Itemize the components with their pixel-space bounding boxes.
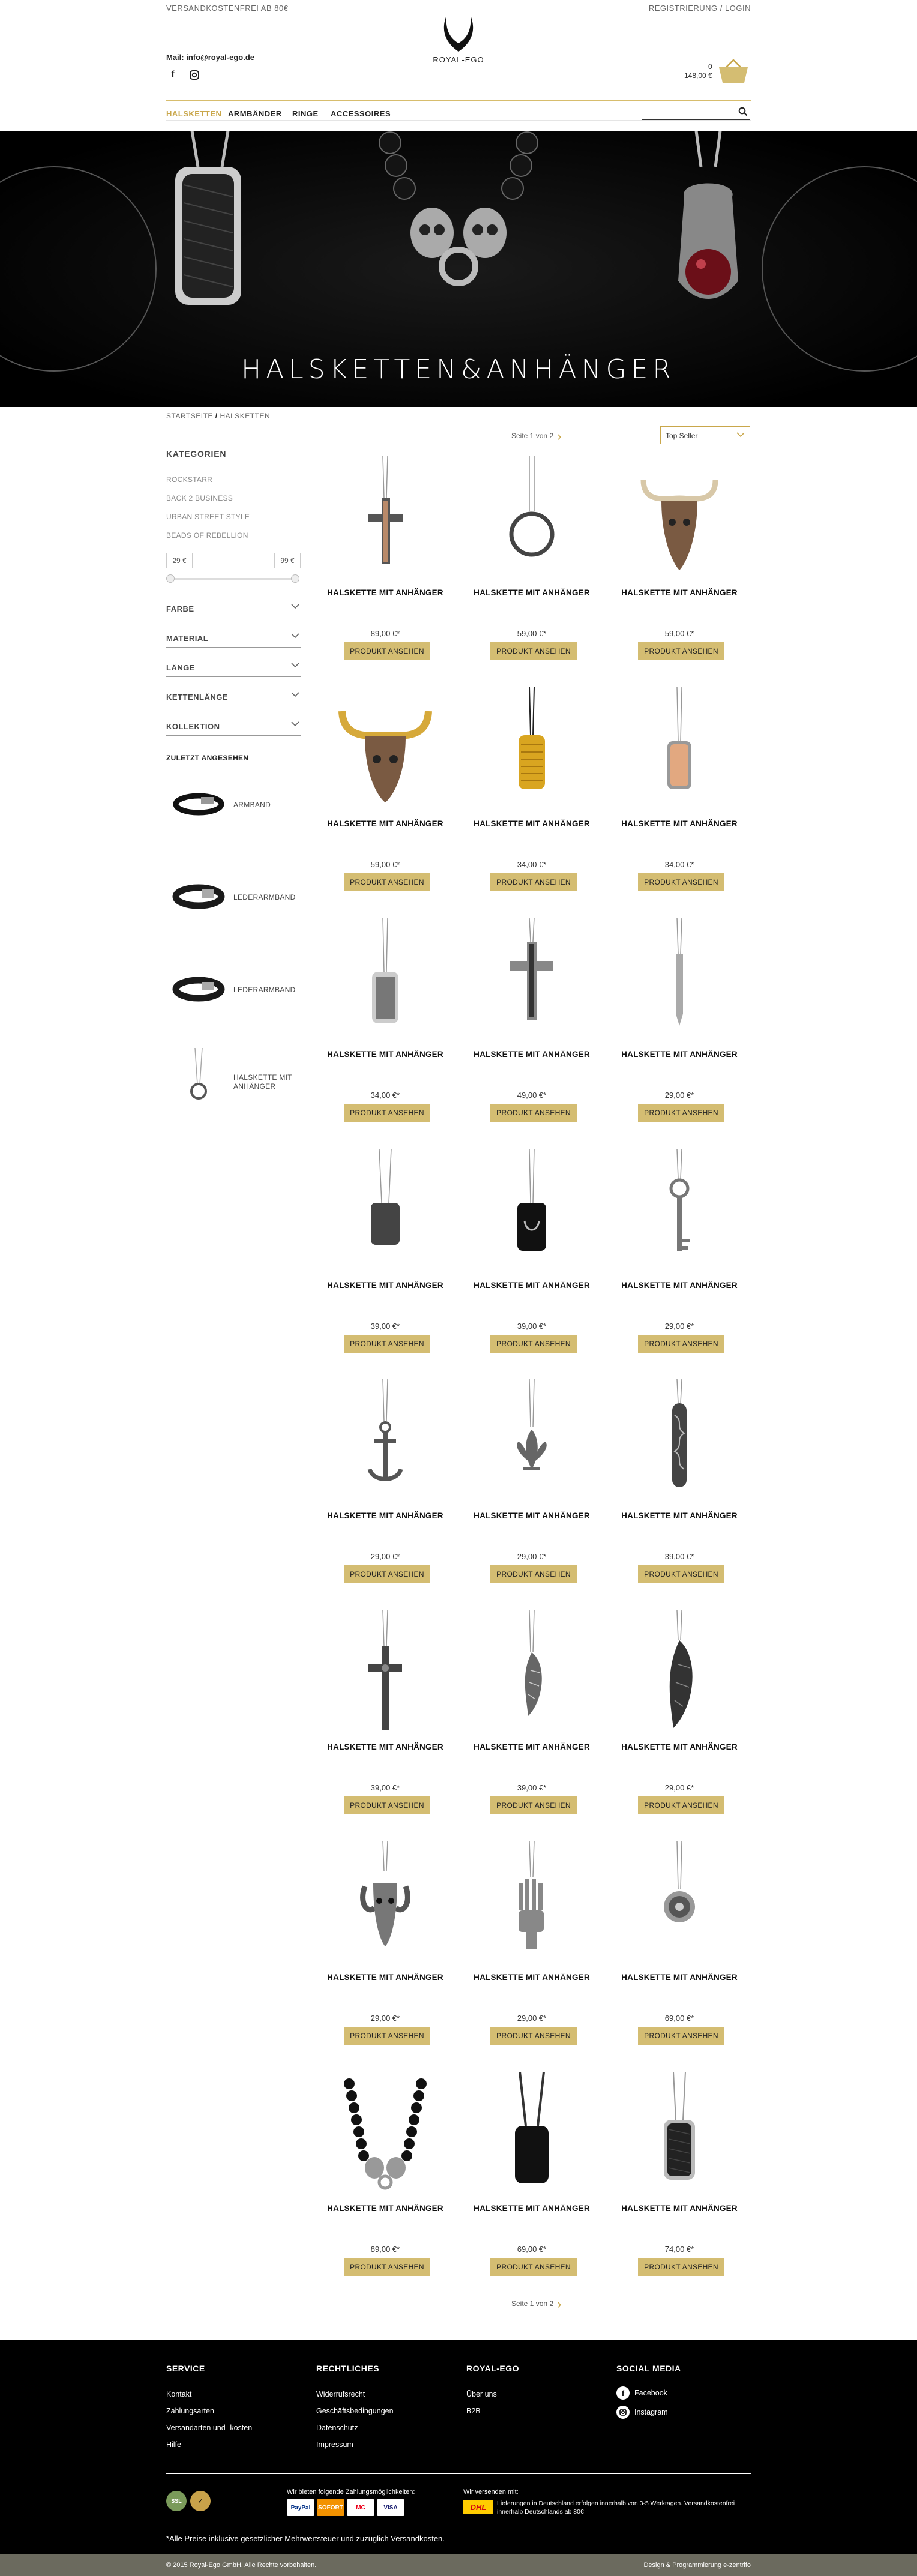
category-back-2-business[interactable]: BACK 2 BUSINESS — [166, 494, 233, 502]
product-name[interactable]: HALSKETTE MIT ANHÄNGER — [621, 1280, 738, 1290]
skeleton-hand-icon[interactable] — [472, 1841, 592, 1961]
product-card[interactable] — [613, 687, 745, 918]
footer-link-zahlungsarten[interactable]: Zahlungsarten — [166, 2407, 214, 2415]
filter-material[interactable] — [166, 618, 301, 648]
register-link[interactable]: REGISTRIERUNG — [648, 4, 718, 13]
product-name[interactable]: HALSKETTE MIT ANHÄNGER — [621, 1973, 738, 1982]
product-name[interactable]: HALSKETTE MIT ANHÄNGER — [621, 1511, 738, 1520]
silver-dogtag-icon[interactable] — [325, 918, 445, 1038]
pager-text: Seite 1 von 2 — [511, 432, 554, 441]
recent-item[interactable] — [166, 1048, 301, 1114]
instagram-icon — [616, 2406, 630, 2419]
rose-dogtag-icon[interactable] — [619, 687, 739, 807]
product-card[interactable] — [466, 918, 598, 1148]
recent-item[interactable] — [166, 774, 301, 840]
product-price: 69,00 €* — [664, 2014, 694, 2023]
product-price: 59,00 €* — [517, 629, 547, 638]
chevron-down-icon — [291, 721, 299, 727]
account-separator: / — [720, 4, 723, 13]
visa-icon: VISA — [377, 2499, 404, 2516]
ring-pendant-icon[interactable] — [472, 456, 592, 576]
hero-title: HALSKETTEN&ANHÄNGER — [241, 354, 676, 385]
price-max-input[interactable]: 99 € — [274, 553, 301, 568]
product-name[interactable]: HALSKETTE MIT ANHÄNGER — [327, 1280, 443, 1290]
product-name[interactable]: HALSKETTE MIT ANHÄNGER — [621, 588, 738, 597]
product-price: 29,00 €* — [517, 1552, 547, 1561]
fleur-de-lis-icon[interactable] — [472, 1379, 592, 1499]
footer-service-title: SERVICE — [166, 2364, 205, 2373]
sort-select[interactable] — [660, 426, 750, 444]
product-name[interactable]: HALSKETTE MIT ANHÄNGER — [327, 588, 443, 597]
product-price: 34,00 €* — [517, 859, 547, 869]
footer-link-ueber-uns[interactable]: Über uns — [466, 2390, 497, 2398]
filter-laenge[interactable] — [166, 648, 301, 677]
product-card[interactable] — [319, 918, 451, 1148]
ssl-badge-icon: SSL — [166, 2491, 187, 2511]
black-dogtag-icon[interactable] — [472, 1149, 592, 1269]
footer-link-hilfe[interactable]: Hilfe — [166, 2440, 182, 2449]
footer-link-versandarten[interactable]: Versandarten und -kosten — [166, 2424, 253, 2432]
product-name[interactable]: HALSKETTE MIT ANHÄNGER — [327, 1050, 443, 1059]
footer-instagram[interactable] — [616, 2406, 681, 2419]
anchor-pendant-icon[interactable] — [325, 1379, 445, 1499]
facebook-icon: f — [616, 2386, 630, 2400]
cart-summary[interactable] — [684, 62, 712, 80]
chevron-right-icon[interactable]: › — [557, 2296, 562, 2311]
payment-methods — [287, 2499, 404, 2516]
product-price: 34,00 €* — [370, 1091, 400, 1100]
view-product-button[interactable]: PRODUKT ANSEHEN — [344, 1104, 430, 1122]
product-card[interactable] — [466, 456, 598, 687]
product-card[interactable] — [319, 1610, 451, 1841]
recent-item[interactable] — [166, 867, 301, 933]
leather-bracelet-thumbnail-icon — [169, 867, 229, 927]
header-social — [166, 68, 201, 82]
paypal-icon: PayPal — [287, 2499, 314, 2516]
recent-item[interactable] — [166, 959, 301, 1025]
view-product-button[interactable]: PRODUKT ANSEHEN — [490, 642, 577, 660]
chevron-down-icon — [291, 633, 299, 639]
product-name[interactable]: HALSKETTE MIT ANHÄNGER — [474, 1511, 590, 1520]
product-price: 89,00 €* — [370, 629, 400, 638]
product-card[interactable] — [613, 2072, 745, 2302]
credit-prefix: Design & Programmierung — [643, 2562, 722, 2569]
instagram-label: Instagram — [634, 2408, 668, 2416]
logo-text: ROYAL-EGO — [433, 55, 484, 64]
leather-tag-icon[interactable] — [619, 2072, 739, 2192]
ram-skull-icon[interactable] — [325, 1841, 445, 1961]
pager-top[interactable] — [511, 429, 561, 444]
logo[interactable] — [428, 14, 489, 64]
product-price: 89,00 €* — [370, 2244, 400, 2254]
sort-selected: Top Seller — [666, 432, 698, 440]
cross-pendant-icon[interactable] — [325, 456, 445, 576]
price-filter — [166, 553, 301, 589]
mastercard-icon: MC — [347, 2499, 374, 2516]
chevron-right-icon[interactable]: › — [557, 429, 562, 444]
dark-dogtag-icon[interactable] — [325, 1149, 445, 1269]
product-name[interactable]: HALSKETTE MIT ANHÄNGER — [474, 1742, 590, 1751]
product-price: 29,00 €* — [370, 2014, 400, 2023]
product-price: 49,00 €* — [517, 1091, 547, 1100]
sofort-icon: SOFORT — [317, 2499, 344, 2516]
product-price: 29,00 €* — [664, 1783, 694, 1792]
product-card[interactable] — [613, 918, 745, 1148]
product-name[interactable]: HALSKETTE MIT ANHÄNGER — [327, 1742, 443, 1751]
footer — [0, 2340, 917, 2554]
view-product-button[interactable]: PRODUKT ANSEHEN — [638, 2258, 724, 2276]
product-card[interactable] — [466, 2072, 598, 2302]
view-product-button[interactable]: PRODUKT ANSEHEN — [638, 1335, 724, 1353]
header-rule — [166, 100, 751, 101]
view-product-button[interactable]: PRODUKT ANSEHEN — [344, 1565, 430, 1583]
recent-item-label: ARMBAND — [233, 801, 271, 809]
product-price: 39,00 €* — [517, 1783, 547, 1792]
footer-service — [166, 2364, 252, 2449]
product-name[interactable]: HALSKETTE MIT ANHÄNGER — [474, 588, 590, 597]
footer-link-datenschutz[interactable]: Datenschutz — [316, 2424, 358, 2432]
footer-link-impressum[interactable]: Impressum — [316, 2440, 353, 2449]
view-product-button[interactable]: PRODUKT ANSEHEN — [638, 2027, 724, 2045]
footer-ego-title: ROYAL-EGO — [466, 2364, 519, 2373]
filter-kettenlaenge[interactable] — [166, 677, 301, 706]
view-product-button[interactable]: PRODUKT ANSEHEN — [490, 1565, 577, 1583]
nav-halsketten[interactable]: HALSKETTEN — [166, 109, 222, 118]
product-name[interactable]: HALSKETTE MIT ANHÄNGER — [474, 2203, 590, 2213]
category-rockstarr[interactable]: ROCKSTARR — [166, 475, 213, 484]
view-product-button[interactable]: PRODUKT ANSEHEN — [490, 2027, 577, 2045]
wing-pendant-icon[interactable] — [472, 1610, 592, 1730]
nav-ringe[interactable]: RINGE — [292, 109, 319, 118]
nav-armbaender[interactable]: ARMBÄNDER — [228, 109, 282, 118]
product-card[interactable] — [613, 456, 745, 687]
top-bar — [166, 0, 751, 13]
search-input[interactable] — [642, 103, 750, 120]
product-card[interactable] — [466, 1149, 598, 1379]
product-name[interactable]: HALSKETTE MIT ANHÄNGER — [327, 1973, 443, 1982]
product-price: 29,00 €* — [517, 2014, 547, 2023]
product-price: 74,00 €* — [664, 2244, 694, 2254]
filter-kollektion[interactable] — [166, 706, 301, 736]
sword-cross-icon[interactable] — [325, 1610, 445, 1730]
view-product-button[interactable]: PRODUKT ANSEHEN — [638, 873, 724, 891]
footer-legal — [316, 2364, 394, 2449]
hero-banner — [0, 131, 917, 407]
account-links — [649, 4, 751, 13]
view-product-button[interactable]: PRODUKT ANSEHEN — [490, 2258, 577, 2276]
view-product-button[interactable]: PRODUKT ANSEHEN — [344, 2027, 430, 2045]
product-price: 59,00 €* — [370, 859, 400, 869]
facebook-label: Facebook — [634, 2389, 667, 2397]
product-price: 29,00 €* — [664, 1321, 694, 1331]
view-product-button[interactable]: PRODUKT ANSEHEN — [344, 642, 430, 660]
product-name[interactable]: HALSKETTE MIT ANHÄNGER — [621, 2203, 738, 2213]
shipping-notice: VERSANDKOSTENFREI AB 80€ — [166, 4, 289, 13]
view-product-button[interactable]: PRODUKT ANSEHEN — [490, 1335, 577, 1353]
medallion-icon[interactable] — [619, 1841, 739, 1961]
price-slider-track[interactable] — [169, 578, 298, 580]
view-product-button[interactable]: PRODUKT ANSEHEN — [344, 873, 430, 891]
product-name[interactable]: HALSKETTE MIT ANHÄNGER — [621, 819, 738, 828]
chevron-down-icon — [291, 691, 299, 697]
black-tag-icon[interactable] — [472, 2072, 592, 2192]
nav-rule — [166, 120, 751, 121]
bracelet-thumbnail-icon — [169, 774, 229, 834]
copyright-text: © 2015 Royal-Ego GmbH. Alle Rechte vorbehalten. — [166, 2562, 317, 2569]
shipping-text: Wir versenden mit: — [463, 2488, 519, 2496]
price-slider-min-handle[interactable] — [166, 574, 175, 583]
product-name[interactable]: HALSKETTE MIT ANHÄNGER — [474, 819, 590, 828]
category-beads-of-rebellion[interactable]: BEADS OF REBELLION — [166, 531, 248, 540]
view-product-button[interactable]: PRODUKT ANSEHEN — [638, 1104, 724, 1122]
recent-item-label: LEDERARMBAND — [233, 986, 296, 994]
product-card[interactable] — [319, 1841, 451, 2071]
breadcrumb — [166, 412, 270, 420]
credit — [643, 2562, 751, 2569]
product-card[interactable] — [319, 1149, 451, 1379]
trust-seal-icon: ✓ — [190, 2491, 211, 2511]
product-card[interactable] — [613, 1841, 745, 2071]
view-product-button[interactable]: PRODUKT ANSEHEN — [490, 873, 577, 891]
contact-mail[interactable]: Mail: info@royal-ego.de — [166, 53, 255, 62]
view-product-button[interactable]: PRODUKT ANSEHEN — [344, 1796, 430, 1814]
filter-label: MATERIAL — [166, 634, 209, 643]
dark-wing-icon[interactable] — [619, 1610, 739, 1730]
instagram-icon[interactable] — [188, 68, 201, 82]
categories-title: KATEGORIEN — [166, 449, 227, 459]
product-card[interactable] — [319, 687, 451, 918]
product-price: 69,00 €* — [517, 2244, 547, 2254]
product-card[interactable] — [466, 1379, 598, 1610]
chevron-down-icon — [291, 603, 299, 609]
category-urban-street-style[interactable]: URBAN STREET STYLE — [166, 513, 250, 521]
product-name[interactable]: HALSKETTE MIT ANHÄNGER — [621, 1050, 738, 1059]
product-card[interactable] — [466, 1610, 598, 1841]
product-price: 59,00 €* — [664, 629, 694, 638]
product-price: 29,00 €* — [664, 1091, 694, 1100]
login-link[interactable]: LOGIN — [725, 4, 751, 13]
filter-farbe[interactable] — [166, 589, 301, 618]
vat-notice: *Alle Preise inklusive gesetzlicher Mehrwertsteuer und zuzüglich Versandkosten. — [166, 2534, 445, 2543]
basket-icon[interactable] — [718, 59, 749, 84]
chain-cross-icon[interactable] — [472, 918, 592, 1038]
view-product-button[interactable]: PRODUKT ANSEHEN — [344, 1335, 430, 1353]
search-icon[interactable] — [738, 107, 748, 116]
product-price: 39,00 €* — [370, 1783, 400, 1792]
payment-text: Wir bieten folgende Zahlungsmöglichkeiten: — [287, 2488, 415, 2496]
shipping-info: Lieferungen in Deutschland erfolgen innerhalb von 3-5 Werktagen. Versandkostenfrei innerhalb Deutschlands ab 80€ — [497, 2500, 735, 2515]
chevron-down-icon — [736, 432, 745, 438]
footer-facebook[interactable] — [616, 2386, 681, 2400]
product-name[interactable]: HALSKETTE MIT ANHÄNGER — [327, 1511, 443, 1520]
footer-rule — [166, 2473, 751, 2474]
product-name[interactable]: HALSKETTE MIT ANHÄNGER — [327, 819, 443, 828]
bull-skull-icon[interactable] — [619, 456, 739, 576]
product-card[interactable] — [319, 456, 451, 687]
product-name[interactable]: HALSKETTE MIT ANHÄNGER — [327, 2203, 443, 2213]
footer-social-title: SOCIAL MEDIA — [616, 2364, 681, 2373]
product-price: 39,00 €* — [517, 1321, 547, 1331]
pager-bottom[interactable] — [511, 2296, 561, 2312]
product-card[interactable] — [613, 1610, 745, 1841]
skull-beads-icon[interactable] — [325, 2072, 445, 2192]
product-card[interactable] — [319, 1379, 451, 1610]
price-slider-max-handle[interactable] — [291, 574, 299, 583]
view-product-button[interactable]: PRODUKT ANSEHEN — [344, 2258, 430, 2276]
filter-label: KETTENLÄNGE — [166, 693, 228, 702]
dhl-logo-icon: DHL — [463, 2500, 493, 2514]
sidebar — [166, 449, 301, 736]
credit-link[interactable]: e-zentrifo — [723, 2562, 751, 2569]
footer-social — [616, 2364, 681, 2419]
product-price: 39,00 €* — [370, 1321, 400, 1331]
ring-necklace-thumbnail-icon — [169, 1048, 229, 1108]
product-price: 34,00 €* — [664, 859, 694, 869]
logo-emblem-icon — [440, 14, 477, 54]
trust-badges — [166, 2491, 211, 2511]
recent-item-label: HALSKETTE MIT ANHÄNGER — [233, 1073, 292, 1091]
product-card[interactable] — [613, 1149, 745, 1379]
footer-link-widerrufsrecht[interactable]: Widerrufsrecht — [316, 2390, 365, 2398]
breadcrumb-separator: / — [215, 412, 218, 420]
product-card[interactable] — [319, 2072, 451, 2302]
product-name[interactable]: HALSKETTE MIT ANHÄNGER — [474, 1050, 590, 1059]
product-name[interactable]: HALSKETTE MIT ANHÄNGER — [474, 1280, 590, 1290]
product-card[interactable] — [466, 1841, 598, 2071]
filter-label: KOLLEKTION — [166, 722, 220, 731]
product-name[interactable]: HALSKETTE MIT ANHÄNGER — [621, 1742, 738, 1751]
view-product-button[interactable]: PRODUKT ANSEHEN — [638, 1796, 724, 1814]
bullet-pendant-icon[interactable] — [619, 918, 739, 1038]
footer-link-kontakt[interactable]: Kontakt — [166, 2390, 192, 2398]
filter-label: FARBE — [166, 604, 194, 613]
key-pendant-icon[interactable] — [619, 1149, 739, 1269]
pager-text: Seite 1 von 2 — [511, 2299, 554, 2308]
footer-royal-ego — [466, 2364, 519, 2415]
price-min-input[interactable]: 29 € — [166, 553, 193, 568]
filter-label: LÄNGE — [166, 663, 195, 672]
product-price: 29,00 €* — [370, 1552, 400, 1561]
gold-dogtag-icon[interactable] — [472, 687, 592, 807]
copyright-bar — [0, 2554, 917, 2576]
recently-viewed-title: ZULETZT ANGESEHEN — [166, 754, 249, 762]
product-name[interactable]: HALSKETTE MIT ANHÄNGER — [474, 1973, 590, 1982]
facebook-icon[interactable]: f — [171, 70, 175, 80]
product-card[interactable] — [613, 1379, 745, 1610]
view-product-button[interactable]: PRODUKT ANSEHEN — [638, 642, 724, 660]
view-product-button[interactable]: PRODUKT ANSEHEN — [490, 1104, 577, 1122]
breadcrumb-home[interactable]: STARTSEITE — [166, 412, 213, 420]
leather-bracelet-thumbnail-icon — [169, 959, 229, 1019]
footer-legal-title: RECHTLICHES — [316, 2364, 380, 2373]
breadcrumb-current: HALSKETTEN — [220, 412, 271, 420]
chevron-down-icon — [291, 662, 299, 668]
view-product-button[interactable]: PRODUKT ANSEHEN — [490, 1796, 577, 1814]
ornament-pendant-icon[interactable] — [619, 1379, 739, 1499]
nav-accessoires[interactable]: ACCESSOIRES — [331, 109, 391, 118]
footer-link-b2b[interactable]: B2B — [466, 2407, 481, 2415]
recent-item-label: LEDERARMBAND — [233, 893, 296, 901]
gold-bull-skull-icon[interactable] — [325, 687, 445, 807]
cart-count: 0 — [708, 62, 712, 71]
product-price: 39,00 €* — [664, 1552, 694, 1561]
product-card[interactable] — [466, 687, 598, 918]
cart-total: 148,00 € — [684, 71, 712, 80]
footer-link-agb[interactable]: Geschäftsbedingungen — [316, 2407, 394, 2415]
view-product-button[interactable]: PRODUKT ANSEHEN — [638, 1565, 724, 1583]
